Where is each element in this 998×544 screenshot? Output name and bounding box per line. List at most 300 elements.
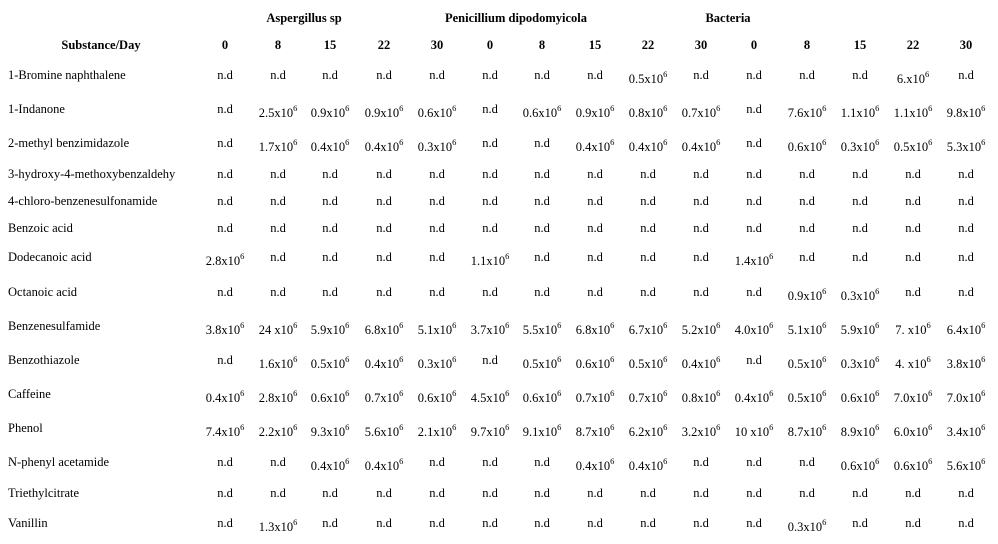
table-cell: $0.6x10^6$ [522,388,562,405]
exponent: 6 [663,103,668,113]
exponent: 6 [557,354,562,364]
group-header-aspergillus: Aspergillus sp [266,11,342,25]
exponent: 6 [716,103,721,113]
table-cell: n.d [640,486,656,500]
table-cell: $0.4x10^6$ [364,456,404,473]
table-cell: $0.4x10^6$ [575,456,615,473]
table-cell: $0.5x10^6$ [787,354,827,371]
table-cell: $0.6x10^6$ [522,103,562,120]
exponent: 6 [663,456,668,466]
table-cell: $0.3x10^6$ [417,137,457,154]
table-cell: $0.5x10^6$ [522,354,562,371]
exponent: 6 [924,69,930,79]
table-cell: n.d [270,486,286,500]
table-cell: n.d [799,167,815,181]
table-cell: $1.7x10^6$ [258,137,298,154]
exponent: 6 [875,456,880,466]
day-header: 22 [377,38,391,52]
table-cell: $0.9x10^6$ [787,286,827,303]
exponent: 6 [928,103,933,113]
table-cell: $5.3x10^6$ [946,137,986,154]
exponent: 6 [928,137,933,147]
table-cell: n.d [905,221,921,235]
table-cell: $4.0x10^6$ [734,320,774,337]
table-cell: n.d [429,516,445,530]
table-cell: $6.2x10^6$ [628,422,668,439]
day-header: 0 [221,38,229,52]
table-cell: n.d [322,194,338,208]
table-cell: n.d [217,516,233,530]
table-cell: $0.5x10^6$ [787,388,827,405]
exponent: 6 [663,388,668,398]
table-cell: n.d [429,486,445,500]
table-cell: n.d [482,68,498,82]
table-cell: n.d [217,353,233,367]
table-cell: $0.4x10^6$ [575,137,615,154]
exponent: 6 [663,69,668,79]
table-cell: $7.4x10^6$ [205,422,245,439]
table-cell: $0.7x10^6$ [628,388,668,405]
table-cell: n.d [693,221,709,235]
table-cell: $0.5x10^6$ [310,354,350,371]
exponent: 6 [610,388,615,398]
substance-name: 4-chloro-benzenesulfonamide [8,194,158,208]
table-cell: $6.x10^6$ [896,69,930,86]
table-cell: $2.5x10^6$ [258,103,298,120]
exponent: 6 [875,354,880,364]
exponent: 6 [926,320,931,330]
day-header: 8 [274,38,282,52]
table-cell: n.d [376,285,392,299]
exponent: 6 [293,422,298,432]
table-cell: $0.4x10^6$ [310,137,350,154]
table-cell: n.d [376,250,392,264]
exponent: 6 [663,320,668,330]
table-cell: $1.4x10^6$ [734,251,774,268]
table-cell: n.d [376,221,392,235]
exponent: 6 [822,517,827,527]
table-cell: n.d [746,353,762,367]
exponent: 6 [822,388,827,398]
table-cell: n.d [534,68,550,82]
table-cell: $3.4x10^6$ [946,422,986,439]
exponent: 6 [557,388,562,398]
exponent: 6 [399,456,404,466]
exponent: 6 [769,388,774,398]
table-cell: n.d [958,250,974,264]
exponent: 6 [240,422,245,432]
table-cell: $5.2x10^6$ [681,320,721,337]
table-cell: n.d [905,516,921,530]
table-cell: n.d [587,486,603,500]
exponent: 6 [822,354,827,364]
table-cell: n.d [640,221,656,235]
table-cell: n.d [429,68,445,82]
table-cell: n.d [693,194,709,208]
table-cell: n.d [217,136,233,150]
table-cell: $3.2x10^6$ [681,422,721,439]
table-cell: $0.4x10^6$ [364,354,404,371]
exponent: 6 [981,103,986,113]
table-cell: n.d [429,455,445,469]
table-cell: n.d [693,250,709,264]
exponent: 6 [557,103,562,113]
table-cell: n.d [587,68,603,82]
table-cell: n.d [270,250,286,264]
table-cell: n.d [217,221,233,235]
table-cell: n.d [905,486,921,500]
table-cell: n.d [482,221,498,235]
table-cell: n.d [746,68,762,82]
substance-name: 3-hydroxy-4-methoxybenzaldehy [8,167,176,181]
table-cell: n.d [429,194,445,208]
table-cell: n.d [322,221,338,235]
table-cell: $5.9x10^6$ [840,320,880,337]
table-cell: n.d [799,194,815,208]
table-cell: $1.6x10^6$ [258,354,298,371]
table-cell: n.d [958,194,974,208]
table-cell: n.d [217,102,233,116]
table-cell: $9.7x10^6$ [470,422,510,439]
table-cell: n.d [482,167,498,181]
day-header: 30 [959,38,973,52]
table-cell: $0.7x10^6$ [575,388,615,405]
table-cell: n.d [322,516,338,530]
exponent: 6 [345,354,350,364]
table-cell: $1.1x10^6$ [893,103,933,120]
exponent: 6 [610,103,615,113]
exponent: 6 [610,422,615,432]
day-header: 30 [694,38,708,52]
table-cell: n.d [640,167,656,181]
exponent: 6 [452,320,457,330]
table-cell: $2.8x10^6$ [205,251,245,268]
table-cell: n.d [905,285,921,299]
table-cell: $3.8x10^6$ [946,354,986,371]
table-cell: n.d [852,516,868,530]
table-cell: n.d [534,486,550,500]
exponent: 6 [663,137,668,147]
table-cell: $5.6x10^6$ [946,456,986,473]
table-cell: n.d [958,285,974,299]
table-cell: n.d [217,486,233,500]
substance-name: Benzoic acid [8,221,73,235]
exponent: 6 [452,103,457,113]
table-cell: $6.8x10^6$ [364,320,404,337]
exponent: 6 [822,422,827,432]
exponent: 6 [505,251,510,261]
substance-name: Caffeine [8,387,51,401]
exponent: 6 [293,354,298,364]
table-cell: n.d [852,250,868,264]
table-cell: n.d [905,167,921,181]
table-cell: n.d [376,167,392,181]
table-cell: 4. $x10^6$ [895,354,931,371]
exponent: 6 [399,354,404,364]
table-cell: n.d [217,455,233,469]
table-cell: n.d [482,102,498,116]
table-cell: n.d [429,167,445,181]
exponent: 6 [663,354,668,364]
table-cell: $0.6x10^6$ [893,456,933,473]
table-cell: n.d [799,486,815,500]
exponent: 6 [716,422,721,432]
exponent: 6 [345,103,350,113]
table-cell: $0.6x10^6$ [575,354,615,371]
table-cell: $3.7x10^6$ [470,320,510,337]
table-cell: n.d [270,455,286,469]
table-cell: n.d [640,285,656,299]
exponent: 6 [399,388,404,398]
group-header-penicillium: Penicillium dipodomyicola [444,11,588,25]
exponent: 6 [769,251,774,261]
table-cell: $0.6x10^6$ [417,388,457,405]
table-cell: n.d [217,285,233,299]
exponent: 6 [345,388,350,398]
table-cell: n.d [746,516,762,530]
table-cell: $0.4x10^6$ [205,388,245,405]
table-cell: n.d [534,285,550,299]
substance-name: 1-Indanone [8,102,65,116]
substance-name: Dodecanoic acid [8,250,92,264]
day-header: 0 [486,38,494,52]
day-header: 15 [853,38,867,52]
table-cell: $0.4x10^6$ [310,456,350,473]
exponent: 6 [345,422,350,432]
table-cell: $2.8x10^6$ [258,388,298,405]
substance-name: 2-methyl benzimidazole [8,136,130,150]
table-cell: n.d [746,455,762,469]
table-cell: $9.1x10^6$ [522,422,562,439]
table-cell: $0.5x10^6$ [628,69,668,86]
exponent: 6 [345,456,350,466]
table-cell: n.d [429,285,445,299]
exponent: 6 [557,320,562,330]
exponent: 6 [716,354,721,364]
table-cell: n.d [270,68,286,82]
table-cell: $0.6x10^6$ [787,137,827,154]
exponent: 6 [240,251,245,261]
exponent: 6 [981,388,986,398]
table-cell: 7. $x10^6$ [895,320,931,337]
table-cell: n.d [958,221,974,235]
table-cell: n.d [322,486,338,500]
table-cell: n.d [376,486,392,500]
table-cell: $7.6x10^6$ [787,103,827,120]
table-cell: $2.2x10^6$ [258,422,298,439]
table-cell: n.d [587,250,603,264]
table-cell: n.d [640,250,656,264]
substance-name: Phenol [8,421,43,435]
table-cell: $0.6x10^6$ [417,103,457,120]
table-cell: $5.5x10^6$ [522,320,562,337]
table-cell: n.d [482,455,498,469]
exponent: 6 [452,137,457,147]
day-header: 30 [430,38,444,52]
table-cell: n.d [482,194,498,208]
table-cell: n.d [799,68,815,82]
day-header: 0 [750,38,758,52]
table-cell: n.d [640,516,656,530]
table-cell: n.d [958,486,974,500]
exponent: 6 [293,103,298,113]
table-cell: n.d [746,136,762,150]
table-cell: $0.3x10^6$ [787,517,827,534]
exponent: 6 [399,422,404,432]
substance-name: N-phenyl acetamide [8,455,109,469]
table-cell: n.d [376,68,392,82]
table-cell: $0.4x10^6$ [681,137,721,154]
table-cell: n.d [905,250,921,264]
exponent: 6 [663,422,668,432]
table-cell: n.d [852,68,868,82]
exponent: 6 [716,388,721,398]
exponent: 6 [293,137,298,147]
table-cell: n.d [270,167,286,181]
table-cell: n.d [746,194,762,208]
table-cell: n.d [587,194,603,208]
exponent: 6 [610,137,615,147]
substance-name: Benzenesulfamide [8,319,101,333]
exponent: 6 [345,320,350,330]
column-header-substance: Substance/Day [61,38,141,52]
table-cell: $6.0x10^6$ [893,422,933,439]
exponent: 6 [875,286,880,296]
table-cell: n.d [693,455,709,469]
exponent: 6 [399,320,404,330]
exponent: 6 [610,320,615,330]
day-header: 15 [323,38,337,52]
exponent: 6 [875,422,880,432]
table-cell: n.d [958,68,974,82]
day-header: 15 [588,38,602,52]
table-cell: n.d [693,167,709,181]
table-cell: n.d [534,455,550,469]
table-cell: n.d [693,285,709,299]
table-cell: n.d [799,221,815,235]
substance-name: Benzothiazole [8,353,80,367]
table-cell: $0.5x10^6$ [893,137,933,154]
table-cell: n.d [905,194,921,208]
exponent: 6 [981,320,986,330]
exponent: 6 [716,137,721,147]
table-cell: n.d [534,167,550,181]
table-cell: n.d [852,221,868,235]
table-cell: n.d [587,516,603,530]
table-cell: $0.6x10^6$ [840,456,880,473]
exponent: 6 [240,388,245,398]
exponent: 6 [981,354,986,364]
exponent: 6 [822,103,827,113]
table-cell: n.d [746,167,762,181]
table-cell: $1.1x10^6$ [470,251,510,268]
table-cell: n.d [429,221,445,235]
table-cell: n.d [852,194,868,208]
exponent: 6 [926,354,931,364]
exponent: 6 [505,388,510,398]
substance-name: Octanoic acid [8,285,78,299]
day-header: 8 [538,38,546,52]
table-cell: n.d [693,486,709,500]
table-cell: n.d [322,250,338,264]
table-cell: n.d [534,194,550,208]
table-cell: n.d [640,194,656,208]
table-cell: $1.1x10^6$ [840,103,880,120]
table-cell: $7.0x10^6$ [946,388,986,405]
exponent: 6 [928,388,933,398]
exponent: 6 [875,103,880,113]
table-cell: n.d [322,285,338,299]
table-cell: n.d [534,250,550,264]
table-cell: $3.8x10^6$ [205,320,245,337]
exponent: 6 [769,320,774,330]
table-cell: $8.7x10^6$ [787,422,827,439]
table-cell: $4.5x10^6$ [470,388,510,405]
table-cell: n.d [482,136,498,150]
table-cell: n.d [322,167,338,181]
table-cell: $8.7x10^6$ [575,422,615,439]
table-cell: $0.4x10^6$ [734,388,774,405]
exponent: 6 [505,320,510,330]
table-cell: $5.1x10^6$ [417,320,457,337]
table-cell: $0.7x10^6$ [364,388,404,405]
table-cell: $0.8x10^6$ [681,388,721,405]
group-header-bacteria: Bacteria [705,11,751,25]
table-cell: $0.6x10^6$ [840,388,880,405]
day-header: 22 [906,38,920,52]
table-cell: n.d [746,486,762,500]
exponent: 6 [769,422,774,432]
table-cell: n.d [958,516,974,530]
table-cell: n.d [322,68,338,82]
day-header: 22 [641,38,655,52]
table-cell: n.d [799,250,815,264]
table-cell: $0.4x10^6$ [628,456,668,473]
exponent: 6 [293,320,298,330]
exponent: 6 [610,456,615,466]
table-cell: n.d [429,250,445,264]
exponent: 6 [822,286,827,296]
table-cell: n.d [482,516,498,530]
exponent: 6 [293,388,298,398]
exponent: 6 [452,388,457,398]
exponent: 6 [716,320,721,330]
exponent: 6 [981,456,986,466]
table-cell: $0.9x10^6$ [310,103,350,120]
table-cell: n.d [482,285,498,299]
table-cell: n.d [587,221,603,235]
table-cell: n.d [217,167,233,181]
table-cell: n.d [799,455,815,469]
table-cell: $6.4x10^6$ [946,320,986,337]
table-cell: $8.9x10^6$ [840,422,880,439]
table-cell: n.d [270,285,286,299]
exponent: 6 [875,388,880,398]
table-cell: n.d [693,68,709,82]
table-cell: $2.1x10^6$ [417,422,457,439]
exponent: 6 [452,422,457,432]
exponent: 6 [293,517,298,527]
substance-name: 1-Bromine naphthalene [8,68,126,82]
table-cell: n.d [270,194,286,208]
substance-name: Vanillin [8,516,48,530]
table-cell: 10 $x10^6$ [734,422,774,439]
table-cell: $0.3x10^6$ [840,354,880,371]
table-cell: n.d [270,221,286,235]
table-cell: $6.8x10^6$ [575,320,615,337]
table-cell: $0.4x10^6$ [364,137,404,154]
table-cell: 24 $x10^6$ [258,320,298,337]
